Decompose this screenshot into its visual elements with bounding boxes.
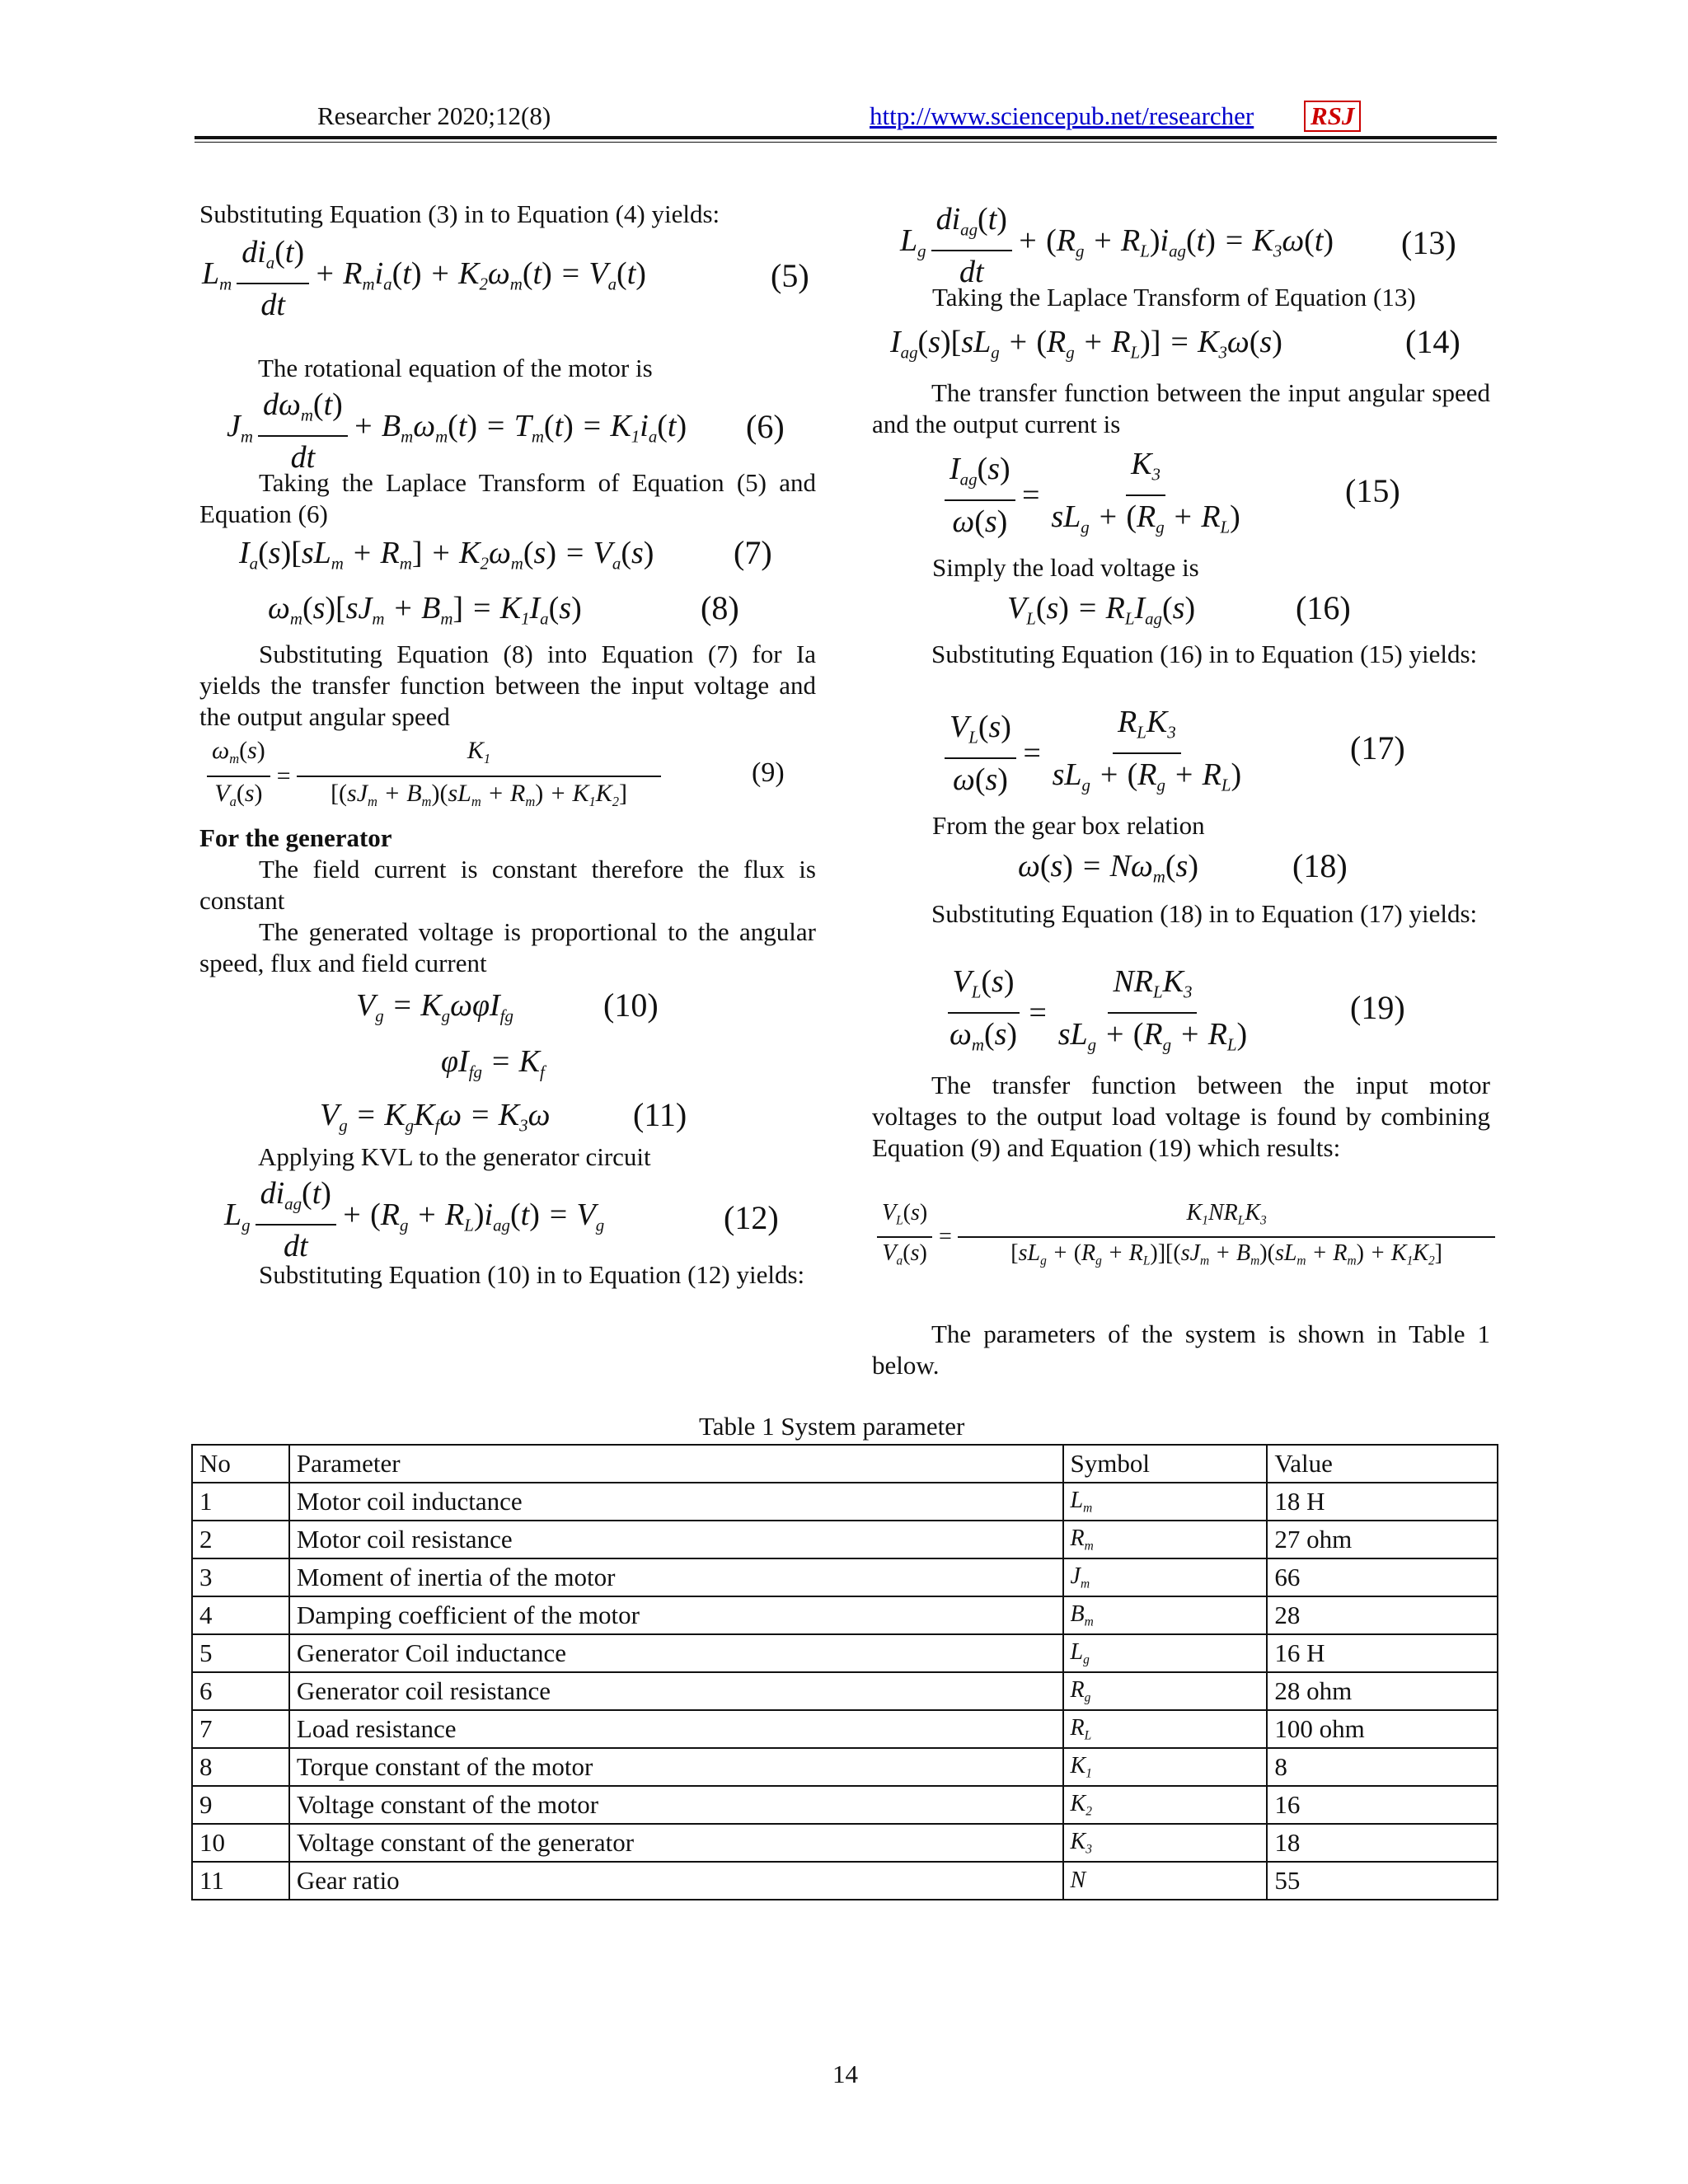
cell-no: 1 <box>192 1483 289 1521</box>
rsj-badge: RSJ <box>1304 101 1361 132</box>
right-paragraph-2: The transfer function between the input angular speed and the output current is <box>872 378 1490 438</box>
equation-flux: $\varphi I_{fg} = K_f$ <box>441 1044 545 1082</box>
left-paragraph-1: Substituting Equation (3) in to Equation (4) yields: <box>199 199 720 228</box>
header-symbol: Symbol <box>1063 1445 1268 1483</box>
cell-symbol: $R_L$ <box>1063 1710 1268 1748</box>
cell-no: 3 <box>192 1558 289 1596</box>
header-rule-thin <box>195 142 1497 143</box>
equation-number-18: (18) <box>1292 847 1348 884</box>
equation-15: $\frac{I_{ag}(s)}{\omega(s)}$ = $\frac{K_3}{sL_g + (R_g + R_L)}$ <box>940 445 1250 546</box>
table-row <box>192 1483 1498 1521</box>
equation-7: $I_a(s)[sL_m + R_m] + K_2\omega_m(s) = V_a(s)$ <box>239 536 654 574</box>
cell-no: 2 <box>192 1521 289 1558</box>
right-paragraph-3: Simply the load voltage is <box>932 553 1199 582</box>
cell-parameter: Load resistance <box>289 1710 1063 1748</box>
right-paragraph-1: Taking the Laplace Transform of Equation (13) <box>932 283 1416 312</box>
cell-symbol: N <box>1063 1862 1268 1900</box>
equation-number-11: (11) <box>633 1096 687 1133</box>
left-paragraph-8: Substituting Equation (10) in to Equation (12) yields: <box>259 1260 805 1289</box>
cell-value: 66 <box>1267 1558 1498 1596</box>
left-paragraph-7: Applying KVL to the generator circuit <box>258 1142 651 1171</box>
cell-symbol: $R_g$ <box>1063 1672 1268 1710</box>
cell-parameter: Torque constant of the motor <box>289 1748 1063 1786</box>
equation-number-19: (19) <box>1350 989 1405 1026</box>
equation-number-6: (6) <box>746 408 785 445</box>
cell-no: 6 <box>192 1672 289 1710</box>
cell-value: 28 ohm <box>1267 1672 1498 1710</box>
cell-symbol: $L_m$ <box>1063 1483 1268 1521</box>
equation-number-9: (9) <box>752 757 785 788</box>
cell-no: 7 <box>192 1710 289 1748</box>
left-paragraph-2: The rotational equation of the motor is <box>258 354 653 382</box>
left-paragraph-3: Taking the Laplace Transform of Equation (5) and Equation (6) <box>199 468 816 528</box>
equation-number-13: (13) <box>1401 224 1456 261</box>
cell-value: 8 <box>1267 1748 1498 1786</box>
left-paragraph-4: Substituting Equation (8) into Equation (7) for Ia yields the transfer function between the input voltage and the output angular speed <box>199 640 816 731</box>
equation-number-7: (7) <box>734 534 772 571</box>
cell-parameter: Voltage constant of the motor <box>289 1786 1063 1824</box>
system-parameter-table <box>191 1444 1498 1900</box>
equation-18: $\omega(s) = N\omega_m(s)$ <box>1018 849 1198 887</box>
equation-number-12: (12) <box>724 1199 779 1236</box>
header-rule <box>195 136 1497 139</box>
left-paragraph-6: The generated voltage is proportional to the angular speed, flux and field current <box>199 917 816 977</box>
table-row <box>192 1672 1498 1710</box>
cell-value: 27 ohm <box>1267 1521 1498 1558</box>
equation-number-8: (8) <box>701 589 739 626</box>
equation-16: $V_L(s) = R_LI_{ag}(s)$ <box>1007 591 1196 629</box>
table-row <box>192 1558 1498 1596</box>
page-number: 14 <box>832 2060 858 2088</box>
cell-value: 28 <box>1267 1596 1498 1634</box>
journal-header: Researcher 2020;12(8) <box>317 101 551 130</box>
right-paragraph-8: The parameters of the system is shown in Table 1 below. <box>872 1319 1490 1380</box>
table-caption: Table 1 System parameter <box>699 1412 965 1441</box>
cell-parameter: Generator Coil inductance <box>289 1634 1063 1672</box>
equation-combined-transfer-function: $\frac{V_L(s)}{V_a(s)}$ = $\frac{K_1NR_LK_3}{[sL_g + (R_g + R_L)][(sJ_m + B_m)(sL_m + R_m) + K_1K_2]}$ <box>872 1199 1500 1276</box>
journal-url-link[interactable]: http://www.sciencepub.net/researcher <box>870 101 1254 130</box>
equation-number-17: (17) <box>1350 729 1405 766</box>
equation-9: $\frac{\omega_m(s)}{V_a(s)}$ = $\frac{K_1}{[(sJ_m + B_m)(sL_m + R_m) + K_1K_2]}$ <box>202 736 666 817</box>
equation-19: $\frac{V_L(s)}{\omega_m(s)}$ = $\frac{NR_LK_3}{sL_g + (R_g + R_L)}$ <box>940 963 1257 1064</box>
table-row <box>192 1710 1498 1748</box>
equation-17: $\frac{V_L(s)}{\omega(s)}$ = $\frac{R_LK_3}{sL_g + (R_g + R_L)}$ <box>940 703 1251 804</box>
equation-14: $I_{ag}(s)[sL_g + (R_g + R_L)] = K_3\omega(s)$ <box>890 325 1282 363</box>
equation-5: $L_m$ $\frac{di_a(t)}{dt}$ + $R_mi_a(t) + K_2\omega_m(t) = V_a(t)$ <box>202 235 646 323</box>
cell-no: 9 <box>192 1786 289 1824</box>
cell-parameter: Damping coefficient of the motor <box>289 1596 1063 1634</box>
table-row <box>192 1596 1498 1634</box>
equation-13: $L_g$ $\frac{di_{ag}(t)}{dt}$ + $(R_g + R_L)i_{ag}(t) = K_3\omega(t)$ <box>900 202 1334 290</box>
cell-no: 8 <box>192 1748 289 1786</box>
cell-no: 11 <box>192 1862 289 1900</box>
cell-value: 16 <box>1267 1786 1498 1824</box>
header-parameter: Parameter <box>289 1445 1063 1483</box>
equation-number-16: (16) <box>1296 589 1351 626</box>
cell-no: 4 <box>192 1596 289 1634</box>
equation-number-14: (14) <box>1405 323 1461 360</box>
equation-11: $V_g = K_gK_f\omega = K_3\omega$ <box>320 1098 551 1136</box>
equation-number-10: (10) <box>603 987 659 1024</box>
right-paragraph-6: Substituting Equation (18) in to Equation (17) yields: <box>931 899 1478 928</box>
cell-symbol: $K_2$ <box>1063 1786 1268 1824</box>
cell-symbol: $L_g$ <box>1063 1634 1268 1672</box>
right-paragraph-5: From the gear box relation <box>932 811 1205 840</box>
cell-symbol: $B_m$ <box>1063 1596 1268 1634</box>
cell-symbol: $J_m$ <box>1063 1558 1268 1596</box>
header-no: No <box>192 1445 289 1483</box>
heading-for-the-generator: For the generator <box>199 823 392 852</box>
cell-value: 18 <box>1267 1824 1498 1862</box>
cell-no: 10 <box>192 1824 289 1862</box>
cell-no: 5 <box>192 1634 289 1672</box>
cell-symbol: $R_m$ <box>1063 1521 1268 1558</box>
equation-number-5: (5) <box>771 257 809 294</box>
right-paragraph-4: Substituting Equation (16) in to Equation (15) yields: <box>931 640 1478 668</box>
header-value: Value <box>1267 1445 1498 1483</box>
cell-value: 16 H <box>1267 1634 1498 1672</box>
equation-12: $L_g$ $\frac{di_{ag}(t)}{dt}$ + $(R_g + R_L)i_{ag}(t) = V_g$ <box>224 1176 605 1264</box>
equation-8: $\omega_m(s)[sJ_m + B_m] = K_1I_a(s)$ <box>268 591 582 629</box>
left-paragraph-5: The field current is constant therefore the flux is constant <box>199 855 816 915</box>
cell-symbol: $K_3$ <box>1063 1824 1268 1862</box>
table-row <box>192 1786 1498 1824</box>
cell-parameter: Moment of inertia of the motor <box>289 1558 1063 1596</box>
cell-parameter: Motor coil resistance <box>289 1521 1063 1558</box>
table-row <box>192 1862 1498 1900</box>
cell-parameter: Generator coil resistance <box>289 1672 1063 1710</box>
cell-value: 18 H <box>1267 1483 1498 1521</box>
cell-symbol: $K_1$ <box>1063 1748 1268 1786</box>
cell-parameter: Gear ratio <box>289 1862 1063 1900</box>
equation-10: $V_g = K_g\omega\varphi I_{fg}$ <box>356 988 513 1026</box>
equation-6: $J_m$ $\frac{d\omega_m(t)}{dt}$ + $B_m\omega_m(t) = T_m(t) = K_1i_a(t)$ <box>227 387 687 476</box>
table-row <box>192 1521 1498 1558</box>
equation-number-15: (15) <box>1345 472 1400 509</box>
right-paragraph-7: The transfer function between the input motor voltages to the output load voltage is found by combining Equation (9) and Equation (19) which results: <box>872 1071 1490 1162</box>
cell-value: 55 <box>1267 1862 1498 1900</box>
cell-parameter: Motor coil inductance <box>289 1483 1063 1521</box>
cell-value: 100 ohm <box>1267 1710 1498 1748</box>
table-row <box>192 1824 1498 1862</box>
table-row <box>192 1634 1498 1672</box>
table-header-row <box>192 1445 1498 1483</box>
cell-parameter: Voltage constant of the generator <box>289 1824 1063 1862</box>
table-row <box>192 1748 1498 1786</box>
